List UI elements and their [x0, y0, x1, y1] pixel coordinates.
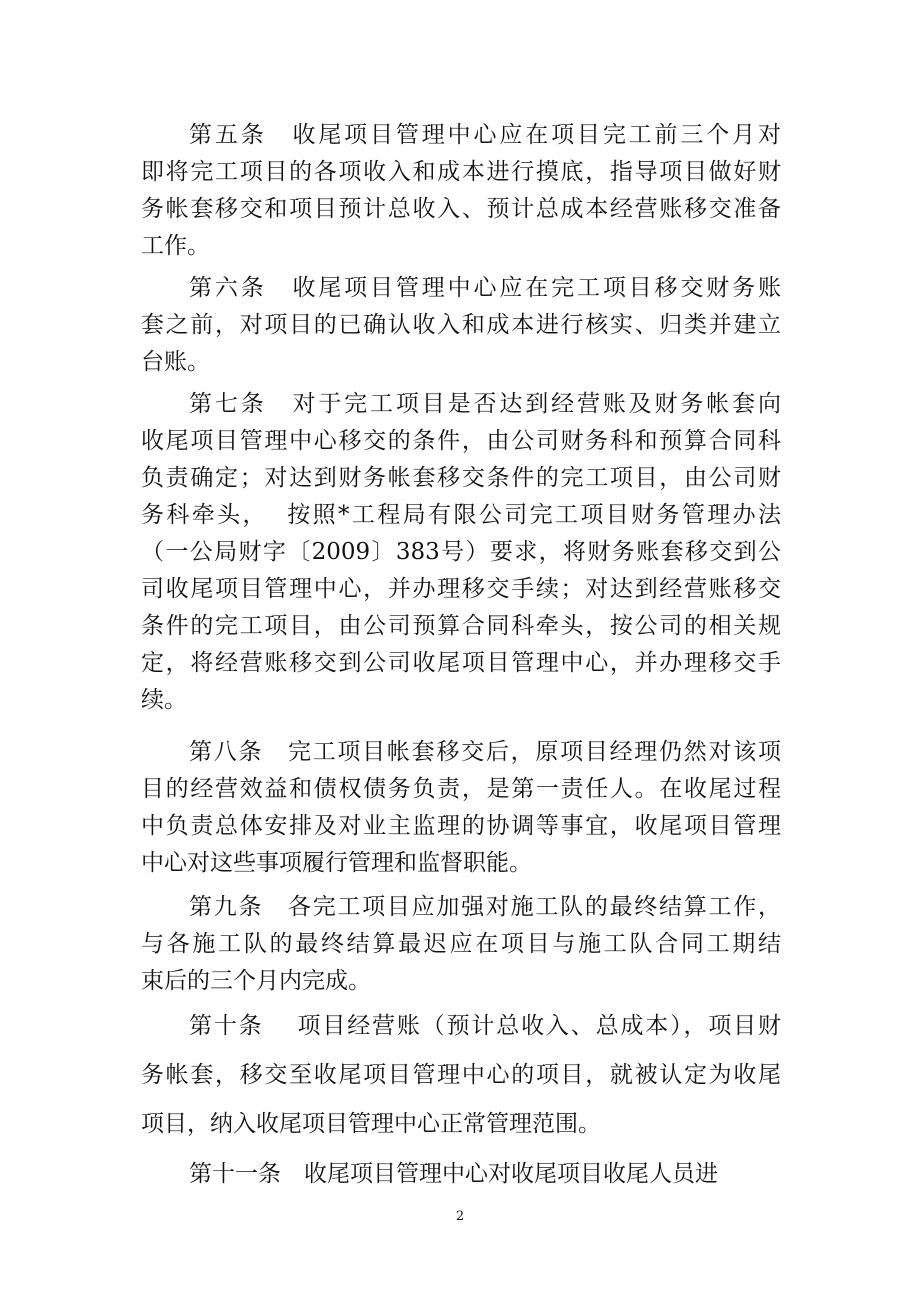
article-line: 司收尾项目管理中心，并办理移交手续；对达到经营账移交 — [141, 576, 781, 602]
article-line: 即将完工项目的各项收入和成本进行摸底，指导项目做好财 — [141, 159, 781, 185]
article-line: 中负责总体安排及对业主监理的协调等事宜，收尾项目管理 — [141, 813, 781, 839]
article-line: 套之前，对项目的已确认收入和成本进行核实、归类并建立 — [141, 312, 781, 338]
article-line: 项目，纳入收尾项目管理中心正常管理范围。 — [141, 1111, 601, 1137]
article-line: 目的经营效益和债权债务负责，是第一责任人。在收尾过程 — [141, 776, 781, 802]
article-line: （一公局财字〔2009〕383号）要求，将财务账套移交到公 — [141, 539, 781, 565]
article-9 — [141, 889, 781, 1000]
article-11 — [141, 1150, 781, 1199]
article-line: 定，将经营账移交到公司收尾项目管理中心，并办理移交手 — [141, 650, 781, 676]
article-line: 务帐套，移交至收尾项目管理中心的项目，就被认定为收尾 — [141, 1062, 781, 1088]
article-line: 第七条 对于完工项目是否达到经营账及财务帐套向 — [189, 391, 781, 417]
article-line: 第六条 收尾项目管理中心应在完工项目移交财务账 — [189, 275, 781, 301]
article-line: 台账。 — [141, 349, 210, 375]
article-6 — [141, 270, 781, 381]
article-line: 束后的三个月内完成。 — [141, 968, 371, 994]
article-line: 第十一条 收尾项目管理中心对收尾项目收尾人员进 — [189, 1161, 718, 1187]
article-line: 负责确定；对达到财务帐套移交条件的完工项目，由公司财 — [141, 465, 781, 491]
article-7 — [141, 386, 781, 719]
article-line: 第五条 收尾项目管理中心应在项目完工前三个月对 — [189, 122, 781, 148]
article-5 — [141, 117, 781, 265]
article-10 — [141, 1002, 781, 1149]
article-line: 第八条 完工项目帐套移交后，原项目经理仍然对该项 — [189, 739, 781, 765]
page-number: 2 — [455, 1209, 465, 1224]
article-line: 收尾项目管理中心移交的条件，由公司财务科和预算合同科 — [141, 428, 781, 454]
article-line: 条件的完工项目，由公司预算合同科牵头，按公司的相关规 — [141, 613, 781, 639]
article-line: 第十条 项目经营账（预计总收入、总成本），项目财 — [189, 1013, 781, 1039]
article-line: 中心对这些事项履行管理和监督职能。 — [141, 850, 532, 876]
article-line: 第九条 各完工项目应加强对施工队的最终结算工作， — [189, 894, 781, 920]
article-line: 工作。 — [141, 233, 210, 259]
article-line: 与各施工队的最终结算最迟应在项目与施工队合同工期结 — [141, 931, 781, 957]
article-line: 务科牵头， 按照*工程局有限公司完工项目财务管理办法 — [141, 502, 781, 528]
article-line: 务帐套移交和项目预计总收入、预计总成本经营账移交准备 — [141, 196, 781, 222]
article-8 — [141, 734, 781, 882]
article-line: 续。 — [141, 687, 187, 713]
